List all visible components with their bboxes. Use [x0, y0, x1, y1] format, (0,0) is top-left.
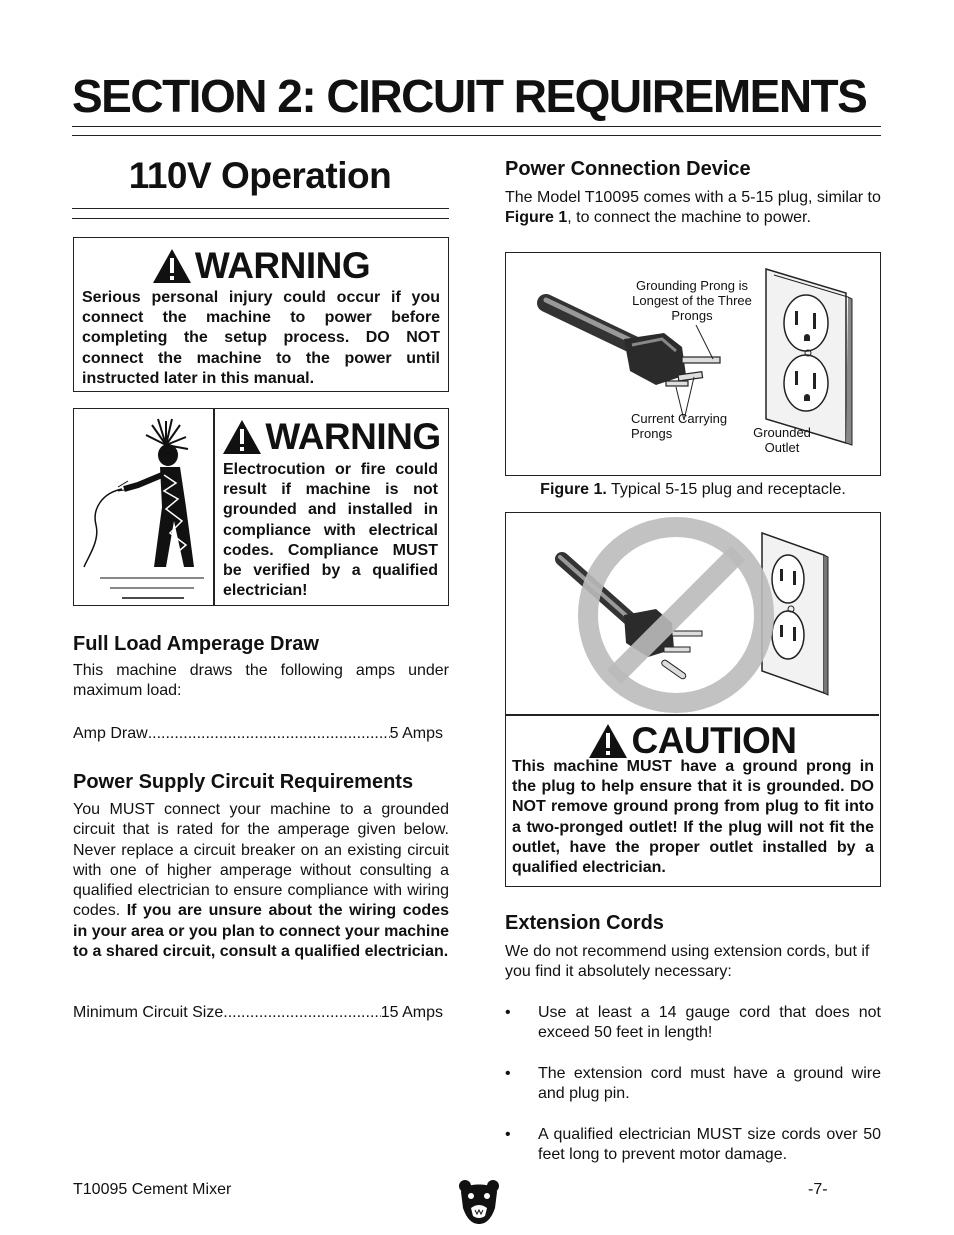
figure-reference: Figure 1: [505, 209, 568, 227]
extension-heading: Extension Cords: [505, 912, 664, 934]
power-connection-text: The Model T10095 comes with a 5-15 plug, similar to Figure 1, to connect the machine to power.: [505, 189, 881, 227]
warning-text: Electrocution or fire could result if machine is not grounded and installed in compliance with electrical codes. Compliance MUST be verified by a qualified electrician!: [223, 461, 438, 600]
label-current-prongs: Current Carrying Prongs: [631, 411, 728, 441]
subsection-title: 110V Operation: [128, 155, 392, 196]
title-rule-bottom: [72, 135, 881, 136]
footer-model: T10095 Cement Mixer: [73, 1181, 232, 1198]
warning-triangle-icon: [222, 419, 262, 455]
figure-1: [505, 252, 881, 476]
spec-value: 5 Amps: [389, 725, 443, 742]
list-item: [505, 1125, 881, 1166]
power-supply-text-plain: You MUST connect your machine to a grounded circuit that is rated for the amperage given below. Never replace a circuit breaker on an existing circuit with one of higher amperage without consulting a qualified electrician to ensure compliance with wiring codes.: [73, 801, 449, 920]
bullet-dot: •: [505, 1126, 511, 1143]
bullet-text: A qualified electrician MUST size cords over 50 feet long to prevent motor damage.: [538, 1126, 881, 1164]
caution-box: [505, 512, 881, 887]
caution-triangle-icon: [588, 723, 628, 759]
subsection-rule-bottom: [72, 218, 449, 219]
section-title: SECTION 2: CIRCUIT REQUIREMENTS: [72, 70, 867, 122]
extension-text: We do not recommend using extension cords, but if you find it absolutely necessary:: [505, 943, 870, 981]
full-load-heading: Full Load Amperage Draw: [73, 633, 319, 655]
warning-header: [74, 244, 448, 288]
no-two-prong-illustration: [506, 513, 879, 713]
caution-signal-word: CAUTION: [631, 720, 797, 761]
spec-value: 15 Amps: [380, 1004, 443, 1021]
power-supply-text: [73, 800, 449, 962]
subsection-rule-top: [72, 208, 449, 209]
page-number: -7-: [808, 1181, 828, 1198]
full-load-text: This machine draws the following amps under maximum load:: [73, 662, 449, 700]
spec-label: Minimum Circuit Size: [73, 1004, 224, 1021]
warning-header: [215, 415, 448, 459]
spec-label: Amp Draw: [73, 725, 148, 742]
figure-1-caption: Figure 1. Typical 5-15 plug and receptacle.: [540, 481, 846, 498]
caution-text: This machine MUST have a ground prong in the plug to help ensure that it is grounded. DO NOT remove ground prong from plug to fit into a two-pronged outlet! If the plug will not fit the outlet, have the proper outlet installed by a qualified electrician.: [512, 758, 874, 877]
bullet-text: The extension cord must have a ground wire and plug pin.: [538, 1065, 881, 1103]
bullet-dot: •: [505, 1004, 511, 1021]
power-connection-heading: Power Connection Device: [505, 158, 751, 180]
electrocution-figure-icon: [82, 417, 207, 602]
amp-draw-spec: [73, 725, 443, 743]
circuit-size-spec: [73, 1004, 443, 1022]
bear-head-logo-icon: [457, 1178, 501, 1226]
bullet-text: Use at least a 14 gauge cord that does not exceed 50 feet in length!: [538, 1004, 881, 1042]
list-item: [505, 1064, 881, 1105]
warning-signal-word: WARNING: [265, 416, 441, 457]
label-grounding-prong: Grounding Prong is Longest of the Three Prongs: [632, 278, 752, 323]
list-item: [505, 1003, 881, 1044]
caution-divider: [506, 714, 879, 716]
warning-box-setup: [73, 237, 449, 392]
warning-signal-word: WARNING: [194, 245, 371, 286]
bullet-dot: •: [505, 1065, 511, 1082]
warning-text: Serious personal injury could occur if you connect the machine to power before completing the setup process. DO NOT connect the machine to the power until instructed later in this manual.: [82, 289, 440, 387]
label-grounded-outlet: Grounded Outlet: [753, 425, 811, 455]
warning-box-electrocution: [73, 408, 449, 606]
power-supply-text-bold: If you are unsure about the wiring codes in your area or you plan to connect your machine to a shared circuit, consult a qualified electrician.: [73, 902, 449, 961]
power-supply-heading: Power Supply Circuit Requirements: [73, 771, 414, 793]
warning-triangle-icon: [152, 248, 192, 284]
title-rule-top: [72, 126, 881, 127]
